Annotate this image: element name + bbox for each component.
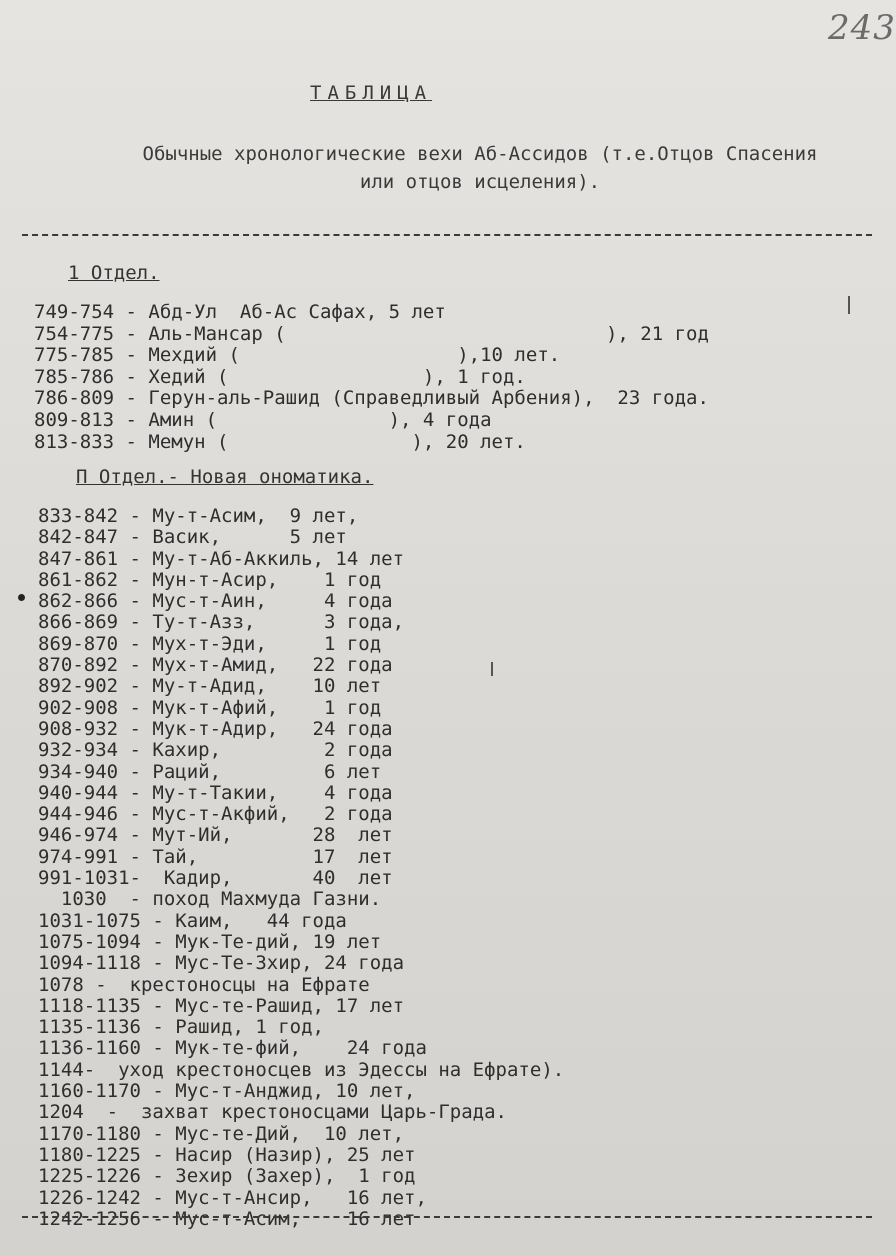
section1-heading: 1 Отдел.	[68, 262, 160, 284]
punch-hole-mark	[18, 594, 25, 601]
table-row: 813-833 - Мемун ( ), 20 лет.	[34, 430, 526, 453]
table-row: 786-809 - Герун-аль-Рашид (Справедливый Арбения), 23 года.	[34, 387, 709, 410]
table-row: 869-870 - Мух-т-Эди, 1 год	[38, 632, 382, 655]
table-row: 1031-1075 - Каим, 44 года	[38, 909, 347, 932]
table-row: 1078 - крестоносцы на Ефрате	[38, 973, 370, 996]
page-number: 243	[828, 8, 896, 48]
table-row: 833-842 - Му-т-Асим, 9 лет,	[38, 505, 359, 527]
table-row: 1136-1160 - Мук-те-фий, 24 года	[38, 1037, 427, 1060]
bottom-dashed-rule	[22, 1216, 872, 1218]
document-title: ТАБЛИЦА	[310, 82, 433, 104]
table-row: 1160-1170 - Мус-т-Анджид, 10 лет,	[38, 1080, 416, 1103]
table-row: 775-785 - Мехдий ( ),10 лет.	[34, 344, 561, 367]
table-row: 862-866 - Мус-т-Аин, 4 года	[38, 590, 393, 613]
table-row: 847-861 - Му-т-Аб-Аккиль, 14 лет	[38, 547, 405, 570]
section2-heading: П Отдел.- Новая ономатика.	[76, 466, 374, 488]
table-row: 870-892 - Мух-т-Амид, 22 года	[38, 654, 393, 677]
table-row: 1225-1226 - Зехир (Захер), 1 год	[38, 1165, 416, 1188]
top-dashed-rule	[22, 234, 872, 236]
document-subtitle: Обычные хронологические вехи Аб-Ассидов (т.е.Отцов Спасения или отцов исцеления).	[142, 143, 818, 193]
table-row: 842-847 - Васик, 5 лет	[38, 526, 347, 549]
table-row: 934-940 - Раций, 6 лет	[38, 760, 382, 783]
table-row: 1118-1135 - Мус-те-Рашид, 17 лет	[38, 994, 405, 1017]
section2-list	[38, 506, 564, 1230]
table-row: 1144- уход крестоносцев из Эдессы на Ефрате).	[38, 1058, 565, 1081]
table-row: 809-813 - Амин ( ), 4 года	[34, 408, 492, 431]
table-row: 1226-1242 - Мус-т-Ансир, 16 лет,	[38, 1186, 427, 1209]
table-row: 991-1031- Кадир, 40 лет	[38, 867, 393, 890]
table-row: 1094-1118 - Мус-Те-Зхир, 24 года	[38, 952, 405, 975]
table-row: 908-932 - Мук-т-Адир, 24 года	[38, 717, 393, 740]
table-row: 1030 - поход Махмуда Газни.	[38, 888, 382, 911]
table-row: 1204 - захват крестоносцами Царь-Града.	[38, 1101, 507, 1124]
table-row: 749-754 - Абд-Ул Аб-Ас Сафах, 5 лет	[34, 301, 446, 323]
table-row: 1180-1225 - Насир (Назир), 25 лет	[38, 1143, 416, 1166]
table-row: 861-862 - Мун-т-Асир, 1 год	[38, 568, 382, 591]
table-row: 1242-1256 - Мус-т-Асим, 16 лет	[38, 1207, 416, 1230]
table-row: 1135-1136 - Рашид, 1 год,	[38, 1016, 324, 1039]
table-row: 932-934 - Кахир, 2 года	[38, 739, 393, 762]
table-row: 944-946 - Мус-т-Акфий, 2 года	[38, 803, 393, 826]
table-row: 754-775 - Аль-Мансар ( ), 21 год	[34, 322, 709, 345]
table-row: 902-908 - Мук-т-Афий, 1 год	[38, 696, 382, 719]
section1-list	[34, 302, 709, 453]
margin-mark	[491, 662, 493, 676]
table-row: 866-869 - Ту-т-Азз, 3 года,	[38, 611, 405, 634]
table-row: 974-991 - Тай, 17 лет	[38, 845, 393, 868]
table-row: 1170-1180 - Мус-те-Дий, 10 лет,	[38, 1122, 405, 1145]
table-row: 785-786 - Хедий ( ), 1 год.	[34, 365, 526, 388]
table-row: 1075-1094 - Мук-Те-дий, 19 лет	[38, 930, 382, 953]
table-row: 946-974 - Мут-Ий, 28 лет	[38, 824, 393, 847]
margin-mark	[848, 296, 850, 314]
table-row: 892-902 - Му-т-Адид, 10 лет	[38, 675, 382, 698]
table-row: 940-944 - Му-т-Такии, 4 года	[38, 781, 393, 804]
